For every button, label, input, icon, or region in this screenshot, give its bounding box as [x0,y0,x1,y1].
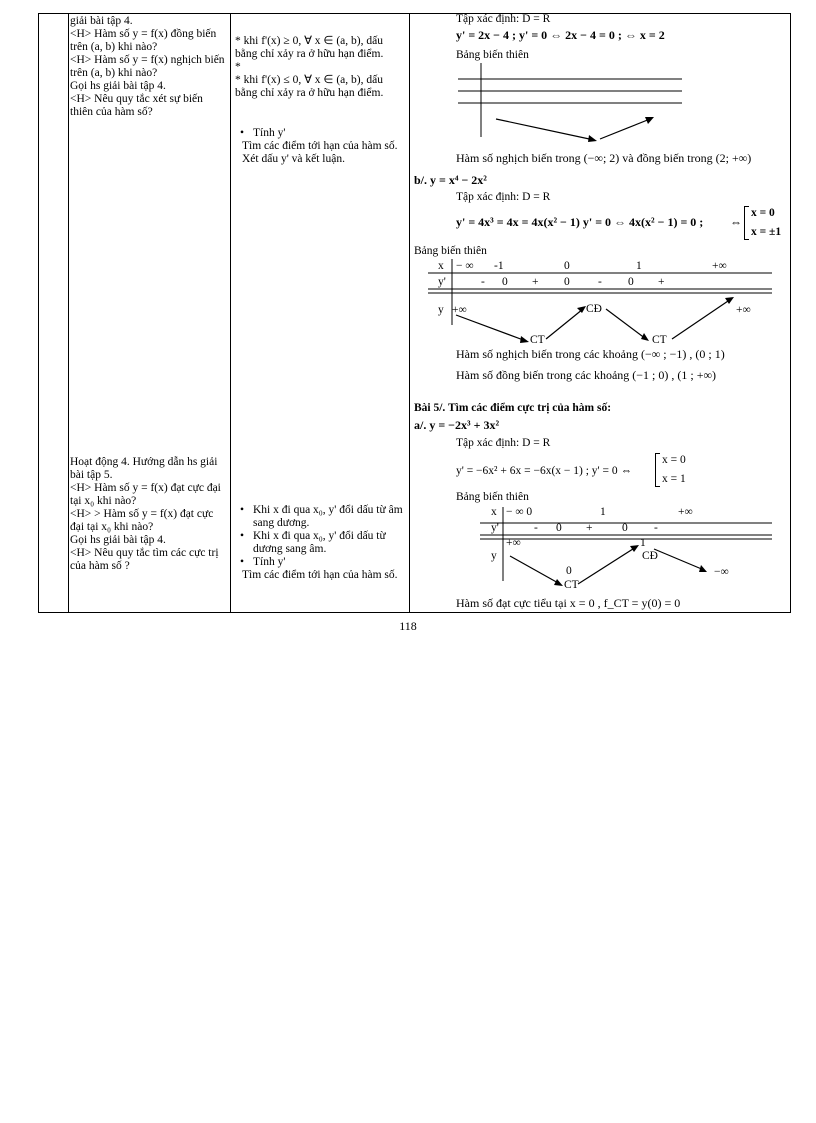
activity-text: Gọi hs giải bài tập 4. [70,534,166,546]
table-cell: + [586,522,593,534]
page-number: 118 [399,619,417,633]
table-cell: 1 [636,260,642,272]
step-text: Tìm các điểm tới hạn của hàm số. [242,140,398,152]
table-cell: 1 [600,506,606,518]
conclusion-text: Hàm số nghịch biến trong các khoảng (−∞ ; −1) , (0 ; 1) [456,347,725,361]
table-cell: +∞ [678,506,693,518]
column-divider [68,13,69,613]
function-label: b/. y = x⁴ − 2x² [414,173,487,187]
conclusion-text: Hàm số nghịch biến trong (−∞; 2) và đồng biến trong (2; +∞) [456,151,752,165]
activity-text: giải bài tập 4. [70,15,133,27]
question-text: <H> > Hàm số y = f(x) đạt cực đại tại x₀ khi nào? [70,508,214,533]
exercise-title: Bài 5/. Tìm các điểm cực trị của hàm số: [414,402,612,414]
table-cell: + [658,276,665,288]
answer-text: * khi f'(x) ≤ 0, ∀ x ∈ (a, b), dấu bằng chỉ xảy ra ở hữu hạn điểm. [235,74,384,99]
domain-text: Tập xác định: D = R [456,437,551,449]
root-text: x = 1 [662,473,686,485]
table-cell: 0 [564,276,570,288]
domain-text: Tập xác định: D = R [456,191,551,203]
table-yprime-label: y' [438,276,446,288]
function-label: a/. y = −2x³ + 3x² [414,418,500,432]
table-yprime-label: y' [491,522,499,534]
table-caption: Bảng biến thiên [456,491,529,503]
table-cell: +∞ [452,304,467,316]
table-caption: Bảng biến thiên [456,49,529,61]
equivalence-symbol: ⇔ [730,215,742,229]
column-divider [230,13,231,613]
table-cell: - [534,522,538,534]
activity-heading: Hoạt động 4. Hướng dẫn hs giải bài tập 5. [70,456,218,481]
table-cell: 0 [564,260,570,272]
derivative-text: y' = −6x² + 6x = −6x(x − 1) ; y' = 0 ⇔ [456,465,632,477]
table-cell: CT [564,579,579,591]
table-cell: CT [652,334,667,346]
derivative-text: y' = 2x − 4 ; y' = 0 ⇔ 2x − 4 = 0 ; ⇔ x = 2 [456,28,665,42]
table-cell: - [654,522,658,534]
table-cell: CĐ [586,303,602,315]
table-cell: - [481,276,485,288]
step-item: • Khi x đi qua x₀, y' đổi dấu từ âm sang dương. [235,504,405,530]
step-item: • Tính y' [235,127,405,140]
table-cell: − ∞ 0 [506,506,533,518]
variation-table-c [414,13,790,613]
answer-text: * [235,61,241,73]
table-cell: − ∞ [456,260,474,272]
root-text: x = 0 [751,207,775,219]
table-cell: + [532,276,539,288]
table-caption: Bảng biến thiên [414,245,487,257]
lesson-table [38,13,790,613]
table-y-label: y [438,304,444,316]
table-x-label: x [491,506,497,518]
table-cell: CT [530,334,545,346]
table-cell: +∞ [712,260,727,272]
content-column [414,13,790,613]
table-cell: CĐ [642,550,658,562]
question-text: <H> Hàm số y = f(x) nghịch biến trên (a, b) khi nào? [70,54,225,79]
activity-text: Gọi hs giải bài tập 4. [70,80,166,92]
table-cell: 0 [566,565,572,577]
table-x-label: x [438,260,444,272]
table-border [790,13,791,613]
question-text: <H> Hàm số y = f(x) đồng biến trên (a, b) khi nào? [70,28,217,53]
step-text: Xét dấu y' và kết luận. [242,153,345,165]
table-cell: +∞ [506,537,521,549]
conclusion-text: Hàm số đạt cực tiểu tại x = 0 , f_CT = y(0) = 0 [456,596,681,610]
question-text: <H> Hàm số y = f(x) đạt cực đại tại x₀ khi nào? [70,482,221,507]
question-text: <H> Nêu quy tắc xét sự biến thiên của hàm số? [70,93,203,118]
table-cell: 1 [640,537,646,549]
table-cell: −∞ [714,566,729,578]
table-cell: - [598,276,602,288]
answer-text: * khi f'(x) ≥ 0, ∀ x ∈ (a, b), dấu bằng chỉ xảy ra ở hữu hạn điểm. [235,35,384,60]
table-cell: -1 [494,260,504,272]
table-cell: 0 [556,522,562,534]
root-text: x = ±1 [751,226,782,238]
teacher-activity-column [70,15,226,572]
table-cell: +∞ [736,304,751,316]
table-cell: 0 [622,522,628,534]
step-item: • Khi x đi qua x₀, y' đổi dấu từ dương sang âm. [235,530,405,556]
question-text: <H> Nêu quy tắc tìm các cực trị của hàm số ? [70,547,219,572]
step-item: • Tính y' [235,556,405,569]
table-y-label: y [491,550,497,562]
root-text: x = 0 [662,454,686,466]
table-border [38,13,39,613]
derivative-text: y' = 4x³ = 4x = 4x(x² − 1) y' = 0 ⇔ 4x(x² − 1) = 0 ; [456,215,704,229]
conclusion-text: Hàm số đồng biến trong các khoảng (−1 ; 0) , (1 ; +∞) [456,368,717,382]
domain-text: Tập xác định: D = R [456,13,551,25]
step-text: Tìm các điểm tới hạn của hàm số. [242,569,398,581]
table-cell: 0 [628,276,634,288]
column-divider [409,13,410,613]
table-cell: 0 [502,276,508,288]
